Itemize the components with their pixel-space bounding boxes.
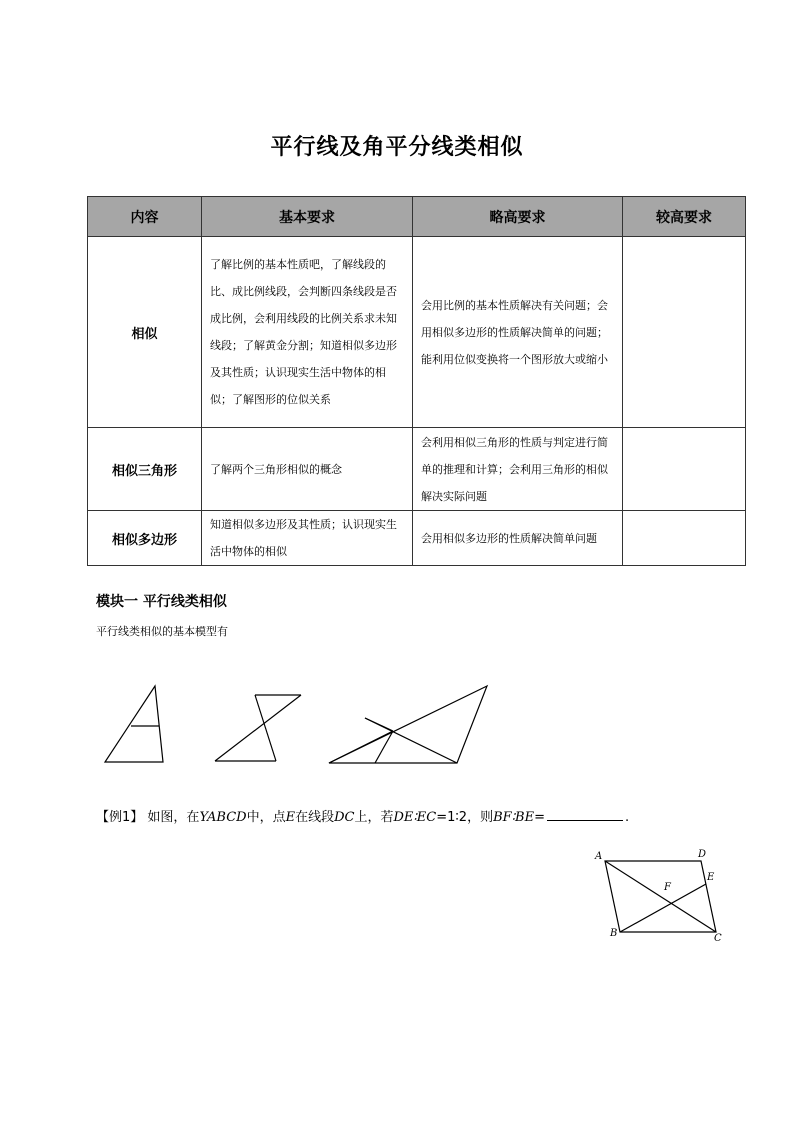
example-end: .: [624, 810, 630, 825]
example-text-2: 在线段: [295, 810, 335, 825]
module-subtitle: 平行线类相似的基本模型有: [96, 625, 228, 638]
segment-be: [620, 884, 706, 932]
segment-dc: DC: [334, 810, 355, 825]
basic-requirement: 了解两个三角形相似的概念: [202, 428, 413, 511]
label-f: F: [664, 882, 671, 893]
page-title: 平行线及角平分线类相似: [270, 135, 524, 160]
parallelogram-labels: [594, 849, 722, 944]
figure-x-model: [215, 695, 301, 761]
example-tag: 【例1】: [96, 810, 144, 825]
ask-equals: =: [534, 810, 545, 825]
label-a: A: [595, 851, 603, 862]
example-text-4: ，则: [467, 810, 494, 825]
label-e: E: [707, 872, 715, 883]
parallelogram-symbol: Y: [199, 810, 208, 825]
module-heading: 模块一 平行线类相似: [96, 594, 227, 610]
row-label: 相似: [88, 237, 202, 428]
label-b: B: [610, 928, 618, 939]
example-intro: 如图，在: [147, 810, 200, 825]
higher-requirement: 会用比例的基本性质解决有关问题；会用相似多边形的性质解决简单的问题；能利用位似变换将一个图形放大或缩小: [413, 237, 623, 428]
header-content: 内容: [88, 197, 202, 237]
figure-compound-model: [329, 686, 487, 763]
example-text-1: 中，点: [246, 810, 286, 825]
ratio-rhs: =1∶2: [436, 810, 468, 825]
label-d: D: [698, 849, 707, 860]
diagonal-ac: [605, 861, 716, 932]
header-basic: 基本要求: [202, 197, 413, 237]
row-label: 相似多边形: [88, 511, 202, 566]
higher-requirement: 会用相似多边形的性质解决简单问题: [413, 511, 623, 566]
figure-compound-line-3: [365, 718, 393, 731]
figure-a-model: [105, 686, 163, 762]
header-highest: 较高要求: [623, 197, 746, 237]
ratio-lhs: DE∶EC: [393, 810, 437, 825]
label-c: C: [714, 933, 722, 944]
row-label: 相似三角形: [88, 428, 202, 511]
ask-lhs: BF∶BE: [493, 810, 535, 825]
point-e: E: [285, 810, 296, 825]
example-1: [96, 806, 629, 825]
figure-a-triangle: [105, 686, 163, 762]
basic-requirement: 知道相似多边形及其性质；认识现实生活中物体的相似: [202, 511, 413, 566]
example-text-3: 上，若: [354, 810, 394, 825]
shape-name: ABCD: [207, 810, 247, 825]
answer-blank[interactable]: [547, 819, 623, 821]
header-higher: 略高要求: [413, 197, 623, 237]
higher-requirement: 会利用相似三角形的性质与判定进行简单的推理和计算；会利用三角形的相似解决实际问题: [413, 428, 623, 511]
parallelogram-figure: [605, 861, 716, 932]
basic-requirement: 了解比例的基本性质吧，了解线段的比、成比例线段，会判断四条线段是否成比例，会利用线段的比例关系求未知线段；了解黄金分割；知道相似多边形及其性质；认识现实生活中物体的相似；了解图形的位似关系: [202, 237, 413, 428]
